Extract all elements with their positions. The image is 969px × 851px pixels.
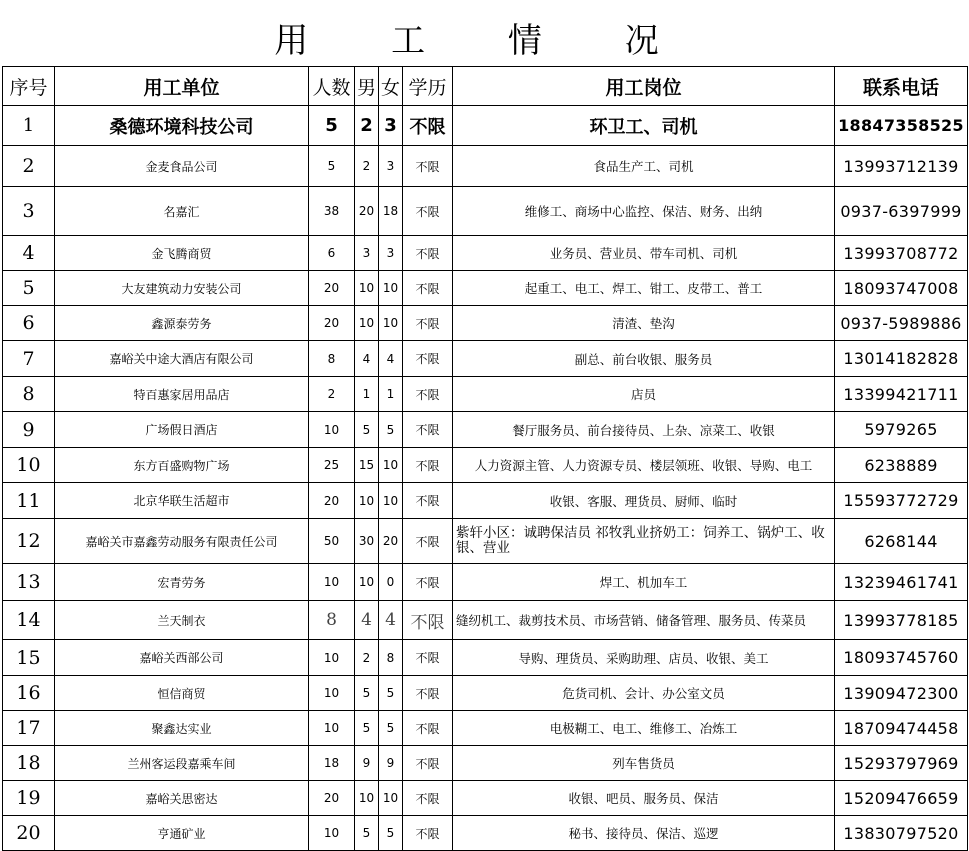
row-male: 5 bbox=[355, 676, 379, 711]
table-row bbox=[3, 816, 968, 851]
row-unit: 恒信商贸 bbox=[55, 676, 309, 711]
row-phone: 15209476659 bbox=[835, 781, 968, 816]
row-post: 业务员、营业员、带车司机、司机 bbox=[453, 236, 835, 271]
row-count: 50 bbox=[309, 519, 355, 564]
row-no: 8 bbox=[3, 377, 55, 412]
row-female: 3 bbox=[379, 236, 403, 271]
row-female: 5 bbox=[379, 816, 403, 851]
row-phone: 18093747008 bbox=[835, 271, 968, 306]
row-post: 列车售货员 bbox=[453, 746, 835, 781]
row-phone: 13993712139 bbox=[835, 146, 968, 187]
row-edu: 不限 bbox=[403, 483, 453, 519]
row-edu: 不限 bbox=[403, 711, 453, 746]
row-no: 10 bbox=[3, 448, 55, 483]
header-edu: 学历 bbox=[403, 67, 453, 106]
row-male: 10 bbox=[355, 483, 379, 519]
row-count: 10 bbox=[309, 711, 355, 746]
row-count: 20 bbox=[309, 483, 355, 519]
row-count: 10 bbox=[309, 640, 355, 676]
row-no: 16 bbox=[3, 676, 55, 711]
row-male: 20 bbox=[355, 187, 379, 236]
row-male: 3 bbox=[355, 236, 379, 271]
table-row bbox=[3, 519, 968, 564]
row-post: 缝纫机工、裁剪技术员、市场营销、储备管理、服务员、传菜员 bbox=[453, 601, 835, 640]
row-unit: 金麦食品公司 bbox=[55, 146, 309, 187]
row-male: 10 bbox=[355, 306, 379, 341]
row-no: 19 bbox=[3, 781, 55, 816]
row-female: 10 bbox=[379, 483, 403, 519]
row-male: 9 bbox=[355, 746, 379, 781]
table-row bbox=[3, 306, 968, 341]
table-row bbox=[3, 483, 968, 519]
row-unit: 兰天制衣 bbox=[55, 601, 309, 640]
header-post: 用工岗位 bbox=[453, 67, 835, 106]
row-edu: 不限 bbox=[403, 377, 453, 412]
row-post: 起重工、电工、焊工、钳工、皮带工、普工 bbox=[453, 271, 835, 306]
row-phone: 0937-5989886 bbox=[835, 306, 968, 341]
table-row bbox=[3, 106, 968, 146]
header-no: 序号 bbox=[3, 67, 55, 106]
row-count: 20 bbox=[309, 781, 355, 816]
row-post: 紫轩小区：诚聘保洁员 祁牧乳业挤奶工：饲养工、锅炉工、收银、营业 bbox=[453, 519, 835, 564]
row-count: 20 bbox=[309, 271, 355, 306]
row-no: 9 bbox=[3, 412, 55, 448]
row-post: 人力资源主管、人力资源专员、楼层领班、收银、导购、电工 bbox=[453, 448, 835, 483]
header-unit: 用工单位 bbox=[55, 67, 309, 106]
row-male: 4 bbox=[355, 341, 379, 377]
table-row bbox=[3, 781, 968, 816]
row-edu: 不限 bbox=[403, 564, 453, 601]
row-count: 5 bbox=[309, 106, 355, 146]
row-post: 餐厅服务员、前台接待员、上杂、凉菜工、收银 bbox=[453, 412, 835, 448]
row-male: 5 bbox=[355, 711, 379, 746]
row-unit: 亨通矿业 bbox=[55, 816, 309, 851]
table-row bbox=[3, 746, 968, 781]
row-post: 秘书、接待员、保洁、巡逻 bbox=[453, 816, 835, 851]
row-female: 10 bbox=[379, 448, 403, 483]
row-unit: 嘉峪关思密达 bbox=[55, 781, 309, 816]
row-female: 0 bbox=[379, 564, 403, 601]
row-no: 12 bbox=[3, 519, 55, 564]
table-row bbox=[3, 412, 968, 448]
row-post: 副总、前台收银、服务员 bbox=[453, 341, 835, 377]
page-title: 用 工 情 况 bbox=[274, 21, 695, 61]
row-unit: 兰州客运段嘉乘车间 bbox=[55, 746, 309, 781]
row-no: 18 bbox=[3, 746, 55, 781]
row-count: 10 bbox=[309, 816, 355, 851]
row-count: 8 bbox=[309, 601, 355, 640]
row-unit: 鑫源泰劳务 bbox=[55, 306, 309, 341]
employment-table bbox=[2, 66, 968, 851]
row-edu: 不限 bbox=[403, 306, 453, 341]
row-female: 10 bbox=[379, 306, 403, 341]
table-row bbox=[3, 676, 968, 711]
row-phone: 15293797969 bbox=[835, 746, 968, 781]
row-phone: 0937-6397999 bbox=[835, 187, 968, 236]
row-count: 38 bbox=[309, 187, 355, 236]
row-count: 20 bbox=[309, 306, 355, 341]
table-row bbox=[3, 448, 968, 483]
row-post: 收银、客服、理货员、厨师、临时 bbox=[453, 483, 835, 519]
row-phone: 18847358525 bbox=[835, 106, 968, 146]
table-row bbox=[3, 187, 968, 236]
row-edu: 不限 bbox=[403, 448, 453, 483]
row-male: 2 bbox=[355, 146, 379, 187]
row-phone: 15593772729 bbox=[835, 483, 968, 519]
row-post: 维修工、商场中心监控、保洁、财务、出纳 bbox=[453, 187, 835, 236]
row-phone: 5979265 bbox=[835, 412, 968, 448]
row-unit: 特百惠家居用品店 bbox=[55, 377, 309, 412]
row-phone: 6238889 bbox=[835, 448, 968, 483]
row-post: 食品生产工、司机 bbox=[453, 146, 835, 187]
row-edu: 不限 bbox=[403, 519, 453, 564]
row-post: 收银、吧员、服务员、保洁 bbox=[453, 781, 835, 816]
row-edu: 不限 bbox=[403, 341, 453, 377]
table-row bbox=[3, 146, 968, 187]
row-post: 电极糊工、电工、维修工、冶炼工 bbox=[453, 711, 835, 746]
row-edu: 不限 bbox=[403, 781, 453, 816]
row-count: 8 bbox=[309, 341, 355, 377]
row-unit: 嘉峪关西部公司 bbox=[55, 640, 309, 676]
row-edu: 不限 bbox=[403, 146, 453, 187]
table-row bbox=[3, 711, 968, 746]
row-male: 30 bbox=[355, 519, 379, 564]
row-female: 20 bbox=[379, 519, 403, 564]
row-female: 4 bbox=[379, 601, 403, 640]
row-no: 2 bbox=[3, 146, 55, 187]
row-no: 14 bbox=[3, 601, 55, 640]
row-edu: 不限 bbox=[403, 236, 453, 271]
table-row bbox=[3, 377, 968, 412]
row-male: 10 bbox=[355, 781, 379, 816]
row-male: 5 bbox=[355, 412, 379, 448]
row-edu: 不限 bbox=[403, 816, 453, 851]
header-male: 男 bbox=[355, 67, 379, 106]
row-unit: 宏青劳务 bbox=[55, 564, 309, 601]
row-post: 焊工、机加车工 bbox=[453, 564, 835, 601]
row-phone: 18093745760 bbox=[835, 640, 968, 676]
row-female: 3 bbox=[379, 146, 403, 187]
row-male: 10 bbox=[355, 271, 379, 306]
row-no: 13 bbox=[3, 564, 55, 601]
row-female: 10 bbox=[379, 781, 403, 816]
header-count: 人数 bbox=[309, 67, 355, 106]
table-row bbox=[3, 271, 968, 306]
row-phone: 13399421711 bbox=[835, 377, 968, 412]
row-no: 20 bbox=[3, 816, 55, 851]
row-edu: 不限 bbox=[403, 412, 453, 448]
row-edu: 不限 bbox=[403, 601, 453, 640]
row-unit: 金飞腾商贸 bbox=[55, 236, 309, 271]
row-no: 7 bbox=[3, 341, 55, 377]
row-unit: 嘉峪关中途大酒店有限公司 bbox=[55, 341, 309, 377]
row-unit: 东方百盛购物广场 bbox=[55, 448, 309, 483]
header-row bbox=[3, 67, 968, 106]
row-male: 10 bbox=[355, 564, 379, 601]
row-phone: 13239461741 bbox=[835, 564, 968, 601]
row-edu: 不限 bbox=[403, 187, 453, 236]
row-female: 18 bbox=[379, 187, 403, 236]
row-male: 1 bbox=[355, 377, 379, 412]
row-count: 10 bbox=[309, 564, 355, 601]
row-no: 4 bbox=[3, 236, 55, 271]
row-unit: 广场假日酒店 bbox=[55, 412, 309, 448]
row-phone: 13993778185 bbox=[835, 601, 968, 640]
row-male: 4 bbox=[355, 601, 379, 640]
row-post: 店员 bbox=[453, 377, 835, 412]
row-no: 5 bbox=[3, 271, 55, 306]
row-edu: 不限 bbox=[403, 106, 453, 146]
row-edu: 不限 bbox=[403, 640, 453, 676]
row-edu: 不限 bbox=[403, 271, 453, 306]
header-phone: 联系电话 bbox=[835, 67, 968, 106]
row-phone: 18709474458 bbox=[835, 711, 968, 746]
row-phone: 13830797520 bbox=[835, 816, 968, 851]
row-phone: 13014182828 bbox=[835, 341, 968, 377]
table-row bbox=[3, 640, 968, 676]
table-row bbox=[3, 601, 968, 640]
row-female: 5 bbox=[379, 676, 403, 711]
row-unit: 嘉峪关市嘉鑫劳动服务有限责任公司 bbox=[55, 519, 309, 564]
row-edu: 不限 bbox=[403, 746, 453, 781]
row-count: 2 bbox=[309, 377, 355, 412]
row-count: 18 bbox=[309, 746, 355, 781]
row-unit: 桑德环境科技公司 bbox=[55, 106, 309, 146]
row-unit: 北京华联生活超市 bbox=[55, 483, 309, 519]
row-male: 2 bbox=[355, 640, 379, 676]
table-row bbox=[3, 236, 968, 271]
row-count: 5 bbox=[309, 146, 355, 187]
row-unit: 名嘉汇 bbox=[55, 187, 309, 236]
row-post: 危货司机、会计、办公室文员 bbox=[453, 676, 835, 711]
row-count: 6 bbox=[309, 236, 355, 271]
row-edu: 不限 bbox=[403, 676, 453, 711]
header-female: 女 bbox=[379, 67, 403, 106]
row-male: 2 bbox=[355, 106, 379, 146]
row-count: 10 bbox=[309, 412, 355, 448]
row-male: 15 bbox=[355, 448, 379, 483]
row-female: 9 bbox=[379, 746, 403, 781]
row-female: 4 bbox=[379, 341, 403, 377]
row-female: 3 bbox=[379, 106, 403, 146]
row-post: 导购、理货员、采购助理、店员、收银、美工 bbox=[453, 640, 835, 676]
row-no: 15 bbox=[3, 640, 55, 676]
row-male: 5 bbox=[355, 816, 379, 851]
row-unit: 聚鑫达实业 bbox=[55, 711, 309, 746]
row-no: 3 bbox=[3, 187, 55, 236]
row-no: 11 bbox=[3, 483, 55, 519]
row-female: 8 bbox=[379, 640, 403, 676]
row-female: 10 bbox=[379, 271, 403, 306]
row-phone: 13909472300 bbox=[835, 676, 968, 711]
row-phone: 13993708772 bbox=[835, 236, 968, 271]
row-no: 17 bbox=[3, 711, 55, 746]
row-unit: 大友建筑动力安装公司 bbox=[55, 271, 309, 306]
table-row bbox=[3, 564, 968, 601]
table-row bbox=[3, 341, 968, 377]
row-no: 6 bbox=[3, 306, 55, 341]
row-post: 清渣、垫沟 bbox=[453, 306, 835, 341]
row-female: 5 bbox=[379, 412, 403, 448]
row-phone: 6268144 bbox=[835, 519, 968, 564]
row-female: 5 bbox=[379, 711, 403, 746]
row-count: 10 bbox=[309, 676, 355, 711]
row-female: 1 bbox=[379, 377, 403, 412]
row-post: 环卫工、司机 bbox=[453, 106, 835, 146]
row-no: 1 bbox=[3, 106, 55, 146]
row-count: 25 bbox=[309, 448, 355, 483]
